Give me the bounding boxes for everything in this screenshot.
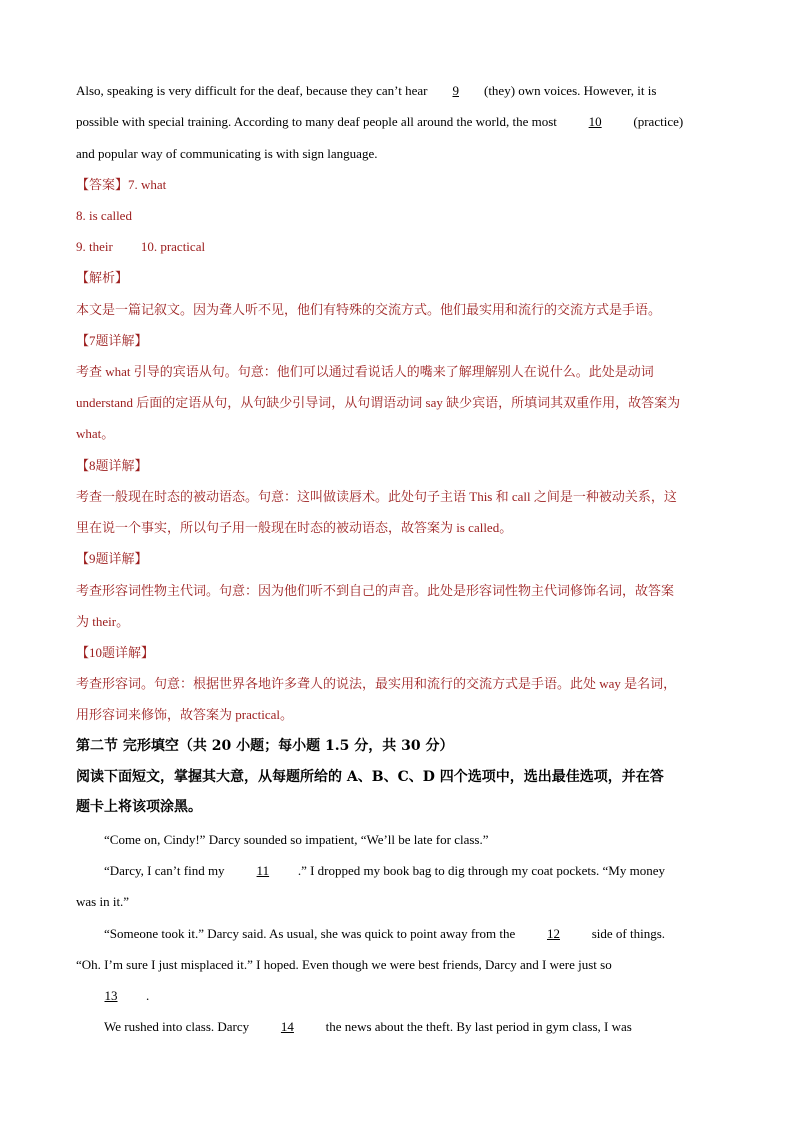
blank-9: 9 (452, 83, 459, 98)
section-heading: 第二节 完形填空（共 20 小题；每小题 1.5 分，共 30 分） (76, 738, 454, 754)
passage-line-1 (76, 82, 726, 100)
story-paragraph-4: “Oh. I’m sure I just misplaced it.” I hoped. Even though we were best friends, Darcy and I were just so (76, 957, 612, 972)
passage-text: (practice) (630, 114, 684, 129)
story-paragraph-2-cont: was in it.” (76, 894, 130, 909)
detail-7-line-3: what。 (76, 426, 115, 441)
detail-9-line-1: 考查形容词性物主代词。句意：因为他们听不到自己的声音。此处是形容词性物主代词修饰名词，故答案 (76, 583, 675, 598)
answer-label: 【答案】 (76, 177, 129, 192)
answer-8: 8. is called (76, 208, 132, 223)
detail-9-label: 【9题详解】 (76, 551, 148, 566)
story-text: side of things. (588, 926, 666, 941)
passage-line-3: and popular way of communicating is with sign language. (76, 146, 378, 161)
detail-8-label: 【8题详解】 (76, 458, 148, 473)
story-paragraph-2 (104, 862, 754, 880)
answer-9: 9. their (76, 239, 113, 254)
story-paragraph-4-cont (76, 987, 726, 1005)
story-text: “Someone took it.” Darcy said. As usual, she was quick to point away from the (104, 926, 519, 941)
answer-line-7 (76, 176, 726, 194)
story-text: .” I dropped my book bag to dig through my coat pockets. “My money (297, 863, 665, 878)
detail-10-label: 【10题详解】 (76, 645, 155, 660)
blank-14: 14 (280, 1019, 294, 1034)
story-text: the news about the theft. By last period in gym class, I was (322, 1019, 632, 1034)
passage-text: possible with special training. According to many deaf people all around the world, the most (76, 114, 561, 129)
passage-text: (they) own voices. However, it is (480, 83, 657, 98)
detail-8-line-2: 里在说一个事实，所以句子用一般现在时态的被动语态，故答案为 is called。 (76, 520, 513, 535)
story-text: We rushed into class. Darcy (104, 1019, 253, 1034)
story-text: . (146, 988, 150, 1003)
story-paragraph-3 (104, 925, 754, 943)
story-paragraph-1: “Come on, Cindy!” Darcy sounded so impatient, “We’ll be late for class.” (104, 832, 489, 847)
passage-line-2 (76, 113, 726, 131)
detail-10-line-1: 考查形容词。句意：根据世界各地许多聋人的说法，最实用和流行的交流方式是手语。此处 way 是名词， (76, 676, 677, 691)
analysis-label: 【解析】 (76, 270, 129, 285)
detail-7-label: 【7题详解】 (76, 333, 148, 348)
detail-10-line-2: 用形容词来修饰，故答案为 practical。 (76, 707, 293, 722)
section-instruction-2: 题卡上将该项涂黑。 (76, 799, 202, 815)
answer-line-9-10 (76, 238, 726, 256)
detail-9-line-2: 为 their。 (76, 614, 130, 629)
blank-13: 13 (104, 988, 118, 1003)
answer-10: 10. practical (140, 239, 206, 254)
section-instruction-1: 阅读下面短文，掌握其大意，从每题所给的 A、B、C、D 四个选项中，选出最佳选项，并在答 (76, 769, 664, 785)
detail-7-line-1: 考查 what 引导的宾语从句。句意：他们可以通过看说话人的嘴来了解理解别人在说什么。此处是动词 (76, 364, 654, 379)
story-paragraph-5 (104, 1018, 754, 1036)
passage-text: Also, speaking is very difficult for the deaf, because they can’t hear (76, 83, 431, 98)
answer-7: 7. what (128, 177, 167, 192)
blank-10: 10 (588, 114, 602, 129)
analysis-text: 本文是一篇记叙文。因为聋人听不见，他们有特殊的交流方式。他们最实用和流行的交流方式是手语。 (76, 302, 662, 317)
story-text: “Darcy, I can’t find my (104, 863, 228, 878)
blank-11: 11 (256, 863, 270, 878)
detail-8-line-1: 考查一般现在时态的被动语态。句意：这叫做读唇术。此处句子主语 This 和 call 之间是一种被动关系，这 (76, 489, 677, 504)
blank-12: 12 (546, 926, 560, 941)
detail-7-line-2: understand 后面的定语从句，从句缺少引导词，从句谓语动词 say 缺少宾语，所填词其双重作用，故答案为 (76, 395, 681, 410)
